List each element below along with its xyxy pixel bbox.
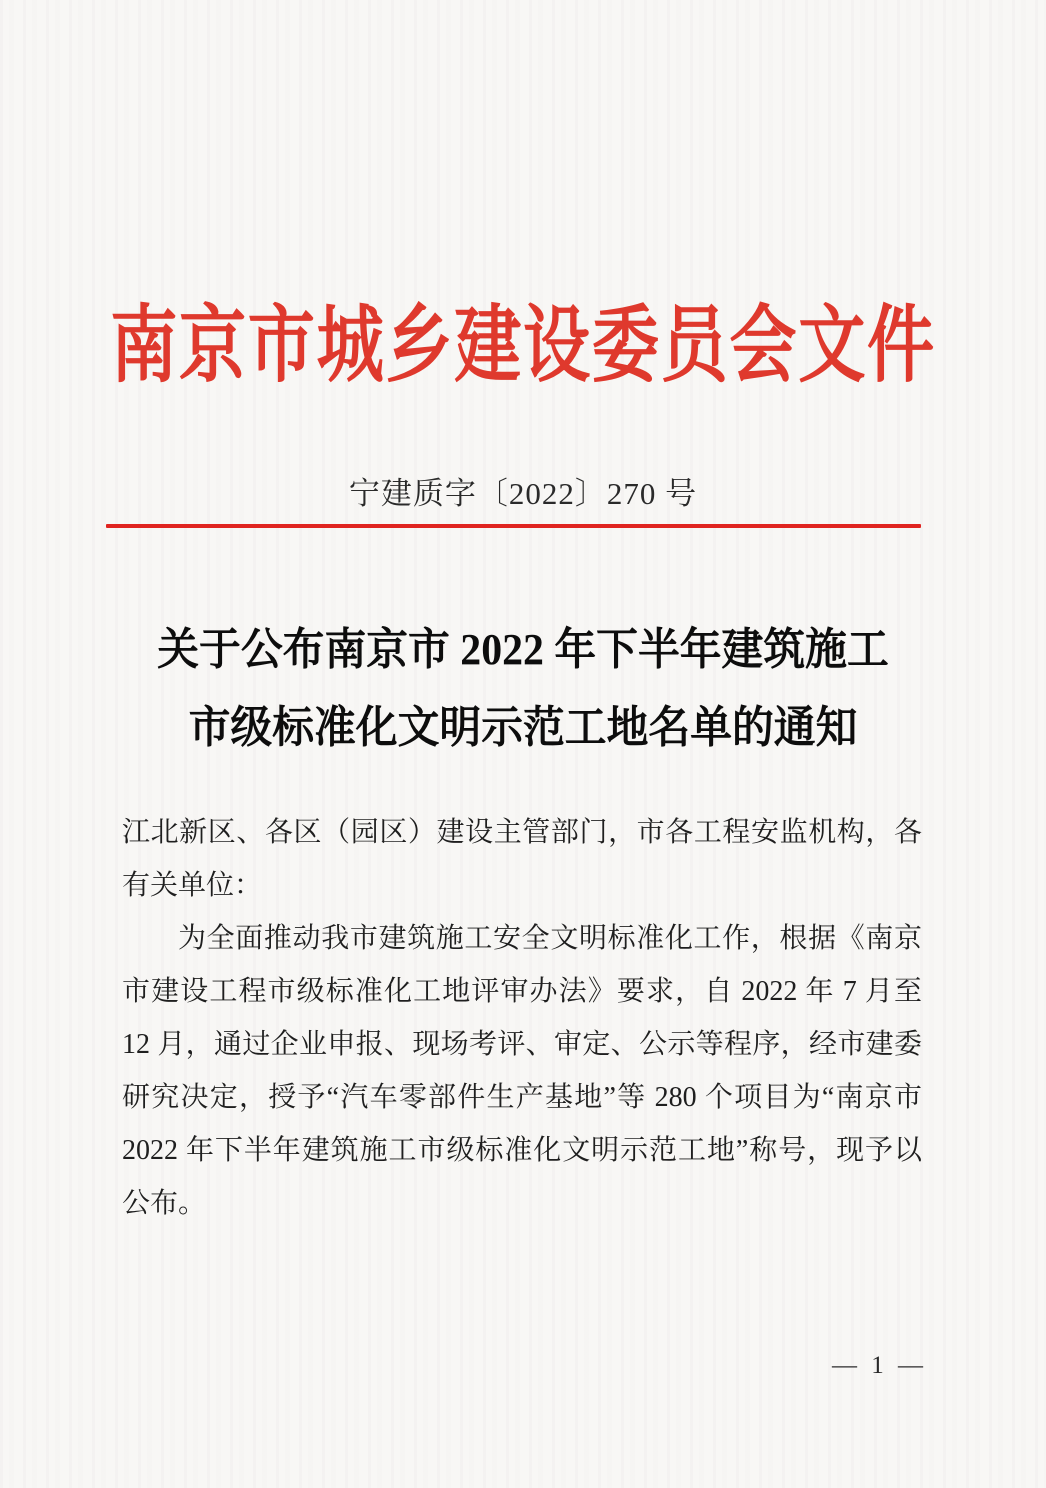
body-paragraph-line: 公布。 bbox=[122, 1188, 207, 1219]
document-title-line-2: 市级标准化文明示范工地名单的通知 bbox=[188, 703, 858, 752]
document-body bbox=[122, 806, 922, 1230]
body-paragraph-line: 市建设工程市级标准化工地评审办法》要求，自 2022 年 7 月至 bbox=[122, 976, 922, 1007]
letterhead bbox=[0, 278, 1046, 399]
document-title bbox=[0, 616, 1046, 772]
body-paragraph-line: 研究决定，授予“汽车零部件生产基地”等 280 个项目为“南京市 bbox=[122, 1082, 922, 1113]
body-paragraph-line: 12 月，通过企业申报、现场考评、审定、公示等程序，经市建委 bbox=[122, 1029, 922, 1060]
document-reference-number: 宁建质字〔2022〕270 号 bbox=[348, 476, 698, 511]
body-salutation-line: 江北新区、各区（园区）建设主管部门，市各工程安监机构，各 bbox=[122, 817, 922, 848]
body-salutation-line: 有关单位： bbox=[122, 870, 263, 901]
page-number: — 1 — bbox=[832, 1352, 927, 1379]
body-paragraph-line: 为全面推动我市建筑施工安全文明标准化工作，根据《南京 bbox=[178, 923, 922, 954]
letterhead-title: 南京市城乡建设委员会文件 bbox=[110, 300, 936, 393]
body-paragraph-line: 2022 年下半年建筑施工市级标准化文明示范工地”称号，现予以 bbox=[122, 1135, 922, 1166]
red-divider-line bbox=[106, 524, 921, 528]
document-title-line-1: 关于公布南京市 2022 年下半年建筑施工 bbox=[157, 625, 889, 674]
